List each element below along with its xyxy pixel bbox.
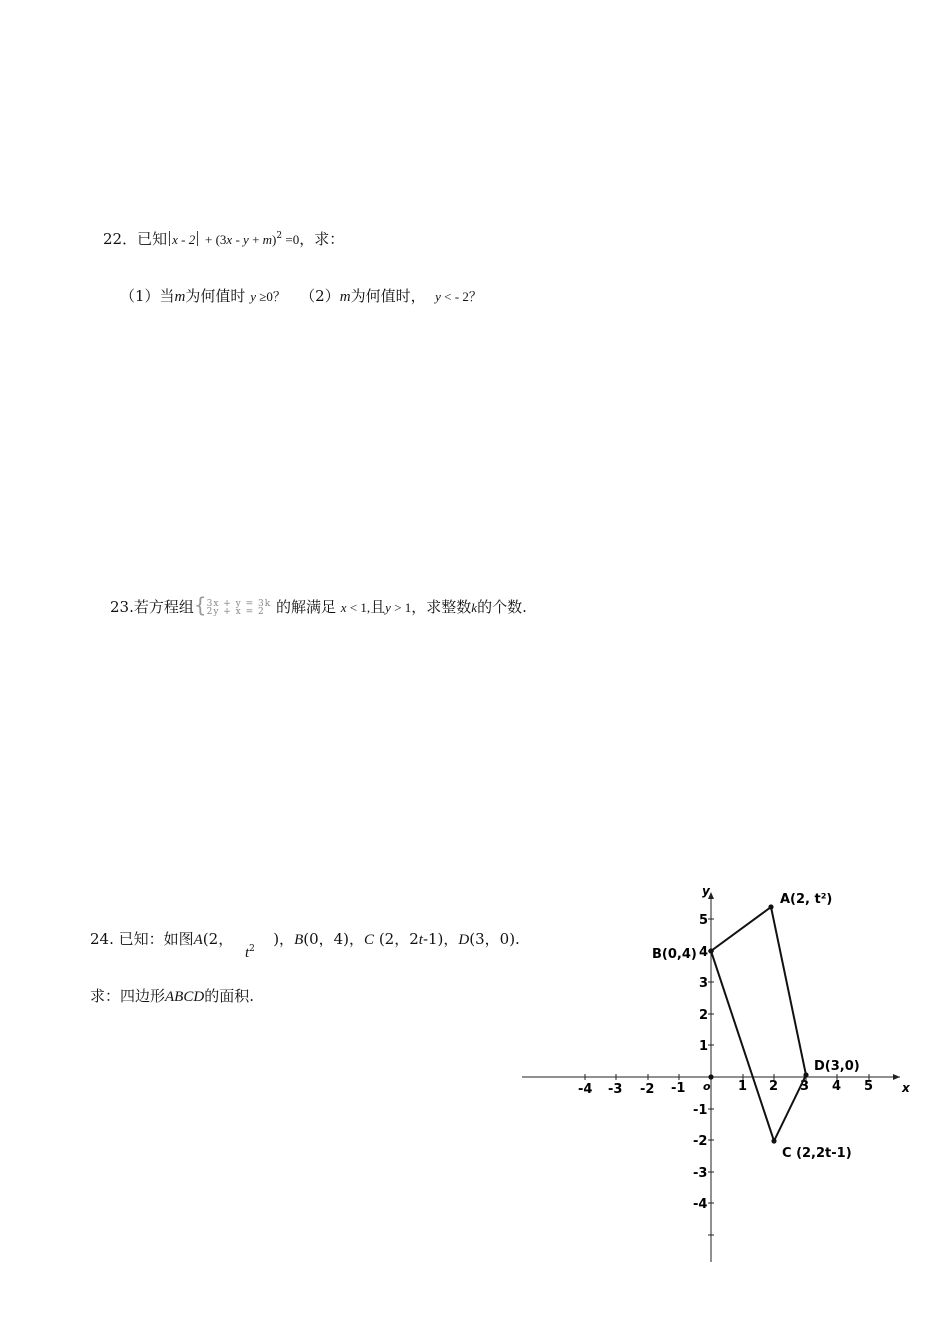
q22-label: 22．已知 — [103, 230, 168, 248]
q22-p2-a: （2） — [300, 287, 340, 305]
q24-point-C: C — [364, 932, 375, 948]
q23-text-a: 的解满足 — [275, 598, 336, 616]
q23-k: k — [471, 600, 478, 615]
x-axis-label: x — [902, 1081, 910, 1095]
x-tick-labels — [578, 1079, 873, 1097]
y-tick-label: -1 — [693, 1103, 708, 1118]
q22-p1-m: m — [174, 289, 186, 305]
q24-line2-a: 求：四边形 — [90, 987, 166, 1005]
q23-text-b: 且 — [370, 598, 386, 616]
x-tick-label: 1 — [738, 1079, 748, 1094]
y-tick-label: 3 — [699, 976, 709, 991]
q22-tail: ，求： — [299, 230, 345, 248]
point-a-label: A(2, t²) — [780, 892, 833, 907]
q24-line1-e: (2，2 — [374, 930, 419, 948]
q24-t-exponent: 2 — [249, 944, 255, 954]
q23-system-row1: 3x + y = 3k — [206, 599, 272, 609]
q24-t2: t — [418, 932, 423, 948]
q24-point-B: B — [294, 932, 304, 948]
q22-p1-y: y — [250, 289, 256, 304]
q24-line2-b: 的面积. — [204, 987, 254, 1005]
origin-point — [708, 1074, 713, 1079]
y-tick-label: -2 — [693, 1134, 708, 1149]
y-axis-label: y — [702, 884, 710, 898]
point-c-label: C (2,2t-1) — [782, 1146, 852, 1161]
q23-text-d: 的个数. — [477, 598, 527, 616]
q22-expr-plus: + — [248, 232, 263, 247]
x-tick-label: -2 — [640, 1082, 655, 1097]
q23-cond2-y: y — [385, 600, 391, 615]
y-tick-label: 4 — [699, 945, 709, 960]
q22-expr-exponent: 2 — [276, 231, 283, 241]
q22-expr-paren: ) — [272, 232, 277, 247]
y-tick-label: 5 — [699, 913, 709, 928]
point-d-label: D(3,0) — [814, 1059, 860, 1074]
q22-p2-y: y — [435, 289, 441, 304]
point-c — [771, 1138, 776, 1143]
q24-line1-a: 24. 已知：如图 — [90, 930, 194, 948]
x-tick-label: -1 — [671, 1081, 686, 1096]
q24-line1-d: (0，4)， — [303, 930, 365, 948]
q22-expr-a: + (3 — [204, 232, 227, 247]
x-tick-label: -4 — [578, 1082, 593, 1097]
q22-abs-expr: x - 2 — [172, 232, 196, 247]
q24-line1-f: -1)， — [422, 930, 459, 948]
q23-cond1: < 1, — [346, 600, 371, 615]
q22-p1-a: （1）当 — [120, 287, 175, 305]
x-tick-label: 5 — [864, 1079, 874, 1094]
q22-p2-b: 为何值时， — [350, 287, 426, 305]
q23-cond1-x: x — [340, 600, 347, 615]
q22-expr-minus: - — [232, 232, 244, 247]
q23-text-c: ，求整数 — [411, 598, 472, 616]
q24-point-A: A — [193, 932, 203, 948]
q24-point-D: D — [458, 932, 470, 948]
q24-t: t — [245, 945, 250, 961]
x-axis-arrow — [893, 1074, 900, 1080]
q24-line1-c: )， — [273, 930, 295, 948]
q24-abcd: ABCD — [165, 989, 205, 1005]
q23-system-brace: { — [193, 593, 207, 617]
x-tick-label: 3 — [800, 1079, 810, 1094]
x-tick-label: -3 — [608, 1082, 623, 1097]
q22-p2-m: m — [339, 289, 351, 305]
q22-p1-cond: ≥0？ — [255, 289, 286, 304]
x-tick-label: 4 — [832, 1079, 842, 1094]
quadrilateral-abcd — [711, 907, 806, 1141]
q23-cond2: > 1 — [390, 600, 412, 615]
point-d — [803, 1072, 808, 1077]
q22-expr-y: y — [243, 232, 249, 247]
q22-p2-cond: < - 2？ — [440, 289, 482, 304]
q24-line1-g: (3，0). — [469, 930, 520, 948]
origin-label: o — [703, 1080, 711, 1093]
q22-p1-b: 为何值时 — [185, 287, 246, 305]
y-tick-label: -3 — [693, 1166, 708, 1181]
q23-label: 23.若方程组 — [110, 598, 194, 616]
y-tick-label: 2 — [699, 1008, 709, 1023]
point-b-label: B(0,4) — [652, 947, 697, 962]
q24-line1-b: (2， — [202, 930, 234, 948]
q22-expr-m: m — [262, 232, 273, 247]
point-a — [768, 904, 773, 909]
x-tick-label: 2 — [769, 1079, 779, 1094]
y-tick-label: -4 — [693, 1197, 708, 1212]
q23-system-row2: 2y + x = 2 — [206, 607, 265, 617]
q22-expr-eq: =0 — [282, 232, 300, 247]
point-b — [708, 948, 713, 953]
q22-expr-x: x — [226, 232, 233, 247]
y-tick-label: 1 — [699, 1039, 709, 1054]
